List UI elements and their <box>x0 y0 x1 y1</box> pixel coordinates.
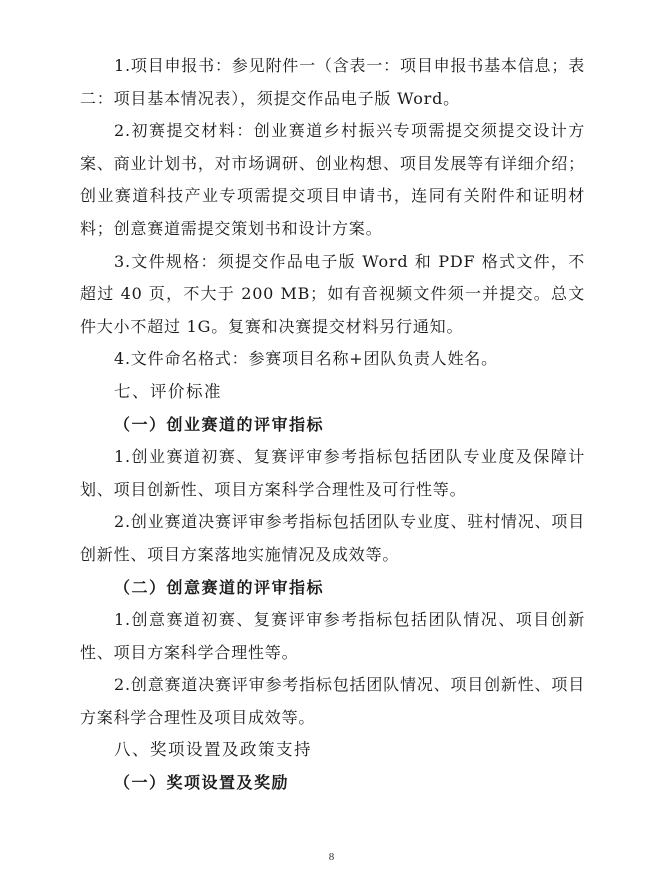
paragraph-startup-final-criteria: 2.创业赛道决赛评审参考指标包括团队专业度、驻村情况、项目创新性、项目方案落地实施情况及成效等。 <box>80 512 585 564</box>
subsection-heading-startup-track-criteria: （一）创业赛道的评审指标 <box>114 414 325 434</box>
paragraph-creative-final-criteria: 2.创意赛道决赛评审参考指标包括团队情况、项目创新性、项目方案科学合理性及项目成效等。 <box>80 675 585 727</box>
paragraph-project-application: 1.项目申报书：参见附件一（含表一：项目申报书基本信息；表二：项目基本情况表），须提交作品电子版 Word。 <box>80 56 585 108</box>
document-body <box>80 50 585 800</box>
paragraph-file-naming: 4.文件命名格式：参赛项目名称+团队负责人姓名。 <box>114 349 498 369</box>
paragraph-creative-prelim-criteria: 1.创意赛道初赛、复赛评审参考指标包括团队情况、项目创新性、项目方案科学合理性等。 <box>80 610 585 662</box>
section-heading-awards-policy: 八、奖项设置及政策支持 <box>114 740 312 760</box>
subsection-heading-awards-rewards: （一）奖项设置及奖励 <box>114 773 290 793</box>
paragraph-file-specification: 3.文件规格：须提交作品电子版 Word 和 PDF 格式文件，不超过 40 页，不大于 200 MB；如有音视频文件须一并提交。总文件大小不超过 1G。复赛和决赛提交材料另行通知。 <box>80 251 585 336</box>
page-number: 8 <box>328 851 335 863</box>
paragraph-preliminary-materials: 2.初赛提交材料：创业赛道乡村振兴专项需提交须提交设计方案、商业计划书，对市场调研、创业构想、项目发展等有详细介绍；创业赛道科技产业专项需提交项目申请书，连同有关附件和证明材料；创意赛道需提交策划书和设计方案。 <box>80 121 585 238</box>
paragraph-startup-prelim-criteria: 1.创业赛道初赛、复赛评审参考指标包括团队专业度及保障计划、项目创新性、项目方案科学合理性及可行性等。 <box>80 447 585 499</box>
section-heading-evaluation-criteria: 七、评价标准 <box>114 381 222 401</box>
subsection-heading-creative-track-criteria: （二）创意赛道的评审指标 <box>114 577 325 597</box>
